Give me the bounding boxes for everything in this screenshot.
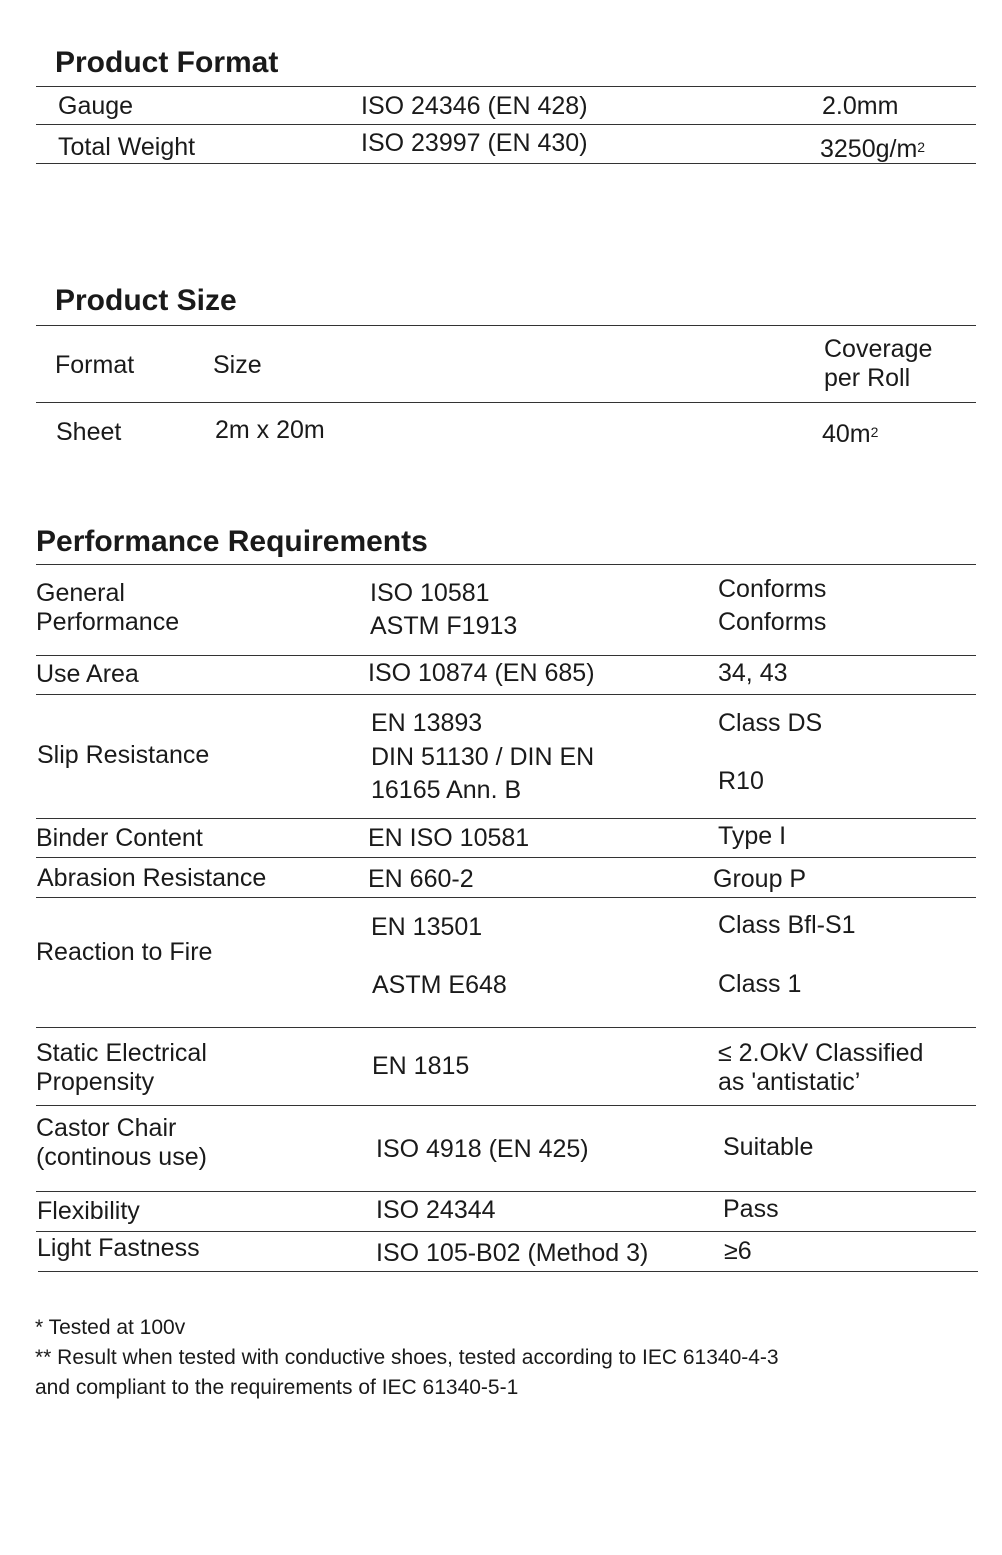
abrasion-resistance-label: Abrasion Resistance — [37, 864, 267, 892]
castor-chair-label: Castor Chair (continous use) — [36, 1114, 207, 1171]
gauge-value: 2.0mm — [822, 92, 899, 120]
total-weight-value: $3250g/m^2$ — [820, 135, 926, 163]
binder-content-standard: EN ISO 10581 — [368, 824, 530, 852]
abrasion-resistance-value: Group P — [713, 865, 807, 893]
footnote-2: ** Result when tested with conductive shoes, tested according to IEC 61340-4-3 — [35, 1346, 779, 1369]
gauge-label: Gauge — [58, 92, 134, 120]
total-weight-label: Total Weight — [58, 133, 196, 161]
use-area-label: Use Area — [36, 660, 139, 688]
divider — [36, 564, 976, 565]
product-format-title: Product Format — [55, 46, 279, 79]
divider — [36, 694, 976, 695]
format-header: Format — [55, 351, 135, 379]
reaction-to-fire-standard-2: ASTM E648 — [372, 971, 507, 999]
divider — [36, 86, 976, 87]
slip-resistance-standard: EN 13893 DIN 51130 / DIN EN 16165 Ann. B — [371, 709, 595, 804]
use-area-standard: ISO 10874 (EN 685) — [368, 659, 595, 687]
divider — [36, 1191, 976, 1192]
static-electrical-label: Static Electrical Propensity — [36, 1039, 207, 1096]
general-performance-label: General Performance — [36, 579, 180, 636]
gauge-standard: ISO 24346 (EN 428) — [361, 92, 588, 120]
divider — [36, 897, 976, 898]
binder-content-label: Binder Content — [36, 824, 203, 852]
divider — [36, 1231, 976, 1232]
sheet-size: 2m x 20m — [215, 416, 325, 444]
binder-content-value: Type I — [718, 822, 787, 850]
sheet-format: Sheet — [56, 418, 122, 446]
divider — [36, 163, 976, 164]
size-header: Size — [213, 351, 262, 379]
castor-chair-value: Suitable — [723, 1133, 814, 1161]
performance-title: Performance Requirements — [36, 525, 428, 558]
divider — [36, 655, 976, 656]
use-area-value: 34, 43 — [718, 659, 788, 687]
divider — [36, 818, 976, 819]
footnote-1: * Tested at 100v — [35, 1316, 186, 1339]
castor-chair-standard: ISO 4918 (EN 425) — [376, 1135, 589, 1163]
general-performance-standard: ISO 10581 ASTM F1913 — [370, 579, 518, 640]
light-fastness-value: ≥6 — [724, 1237, 752, 1265]
reaction-to-fire-standard-1: EN 13501 — [371, 913, 483, 941]
reaction-to-fire-value-1: Class Bfl-S1 — [718, 911, 856, 939]
divider — [36, 857, 976, 858]
footnote-3: and compliant to the requirements of IEC 61340-5-1 — [35, 1376, 519, 1399]
light-fastness-label: Light Fastness — [37, 1234, 200, 1262]
reaction-to-fire-value-2: Class 1 — [718, 970, 802, 998]
divider — [36, 124, 976, 125]
flexibility-standard: ISO 24344 — [376, 1196, 496, 1224]
divider — [36, 1105, 976, 1106]
divider — [38, 1271, 978, 1272]
total-weight-standard: ISO 23997 (EN 430) — [361, 129, 588, 157]
coverage-header: Coverage per Roll — [824, 335, 933, 392]
abrasion-resistance-standard: EN 660-2 — [368, 865, 474, 893]
divider — [36, 325, 976, 326]
slip-resistance-label: Slip Resistance — [37, 741, 210, 769]
flexibility-label: Flexibility — [37, 1197, 140, 1225]
divider — [36, 402, 976, 403]
slip-resistance-value-1: Class DS — [718, 709, 823, 737]
sheet-coverage: $40m^2$ — [822, 420, 879, 448]
static-electrical-value: ≤ 2.OkV Classified as 'antistatic’ — [718, 1039, 924, 1096]
footnotes — [35, 1313, 779, 1403]
product-size-title: Product Size — [55, 284, 237, 317]
static-electrical-standard: EN 1815 — [372, 1052, 470, 1080]
reaction-to-fire-label: Reaction to Fire — [36, 938, 213, 966]
slip-resistance-value-2: R10 — [718, 767, 764, 795]
general-performance-value: Conforms Conforms — [718, 575, 827, 636]
divider — [36, 1027, 976, 1028]
light-fastness-standard: ISO 105-B02 (Method 3) — [376, 1239, 649, 1267]
flexibility-value: Pass — [723, 1195, 779, 1223]
